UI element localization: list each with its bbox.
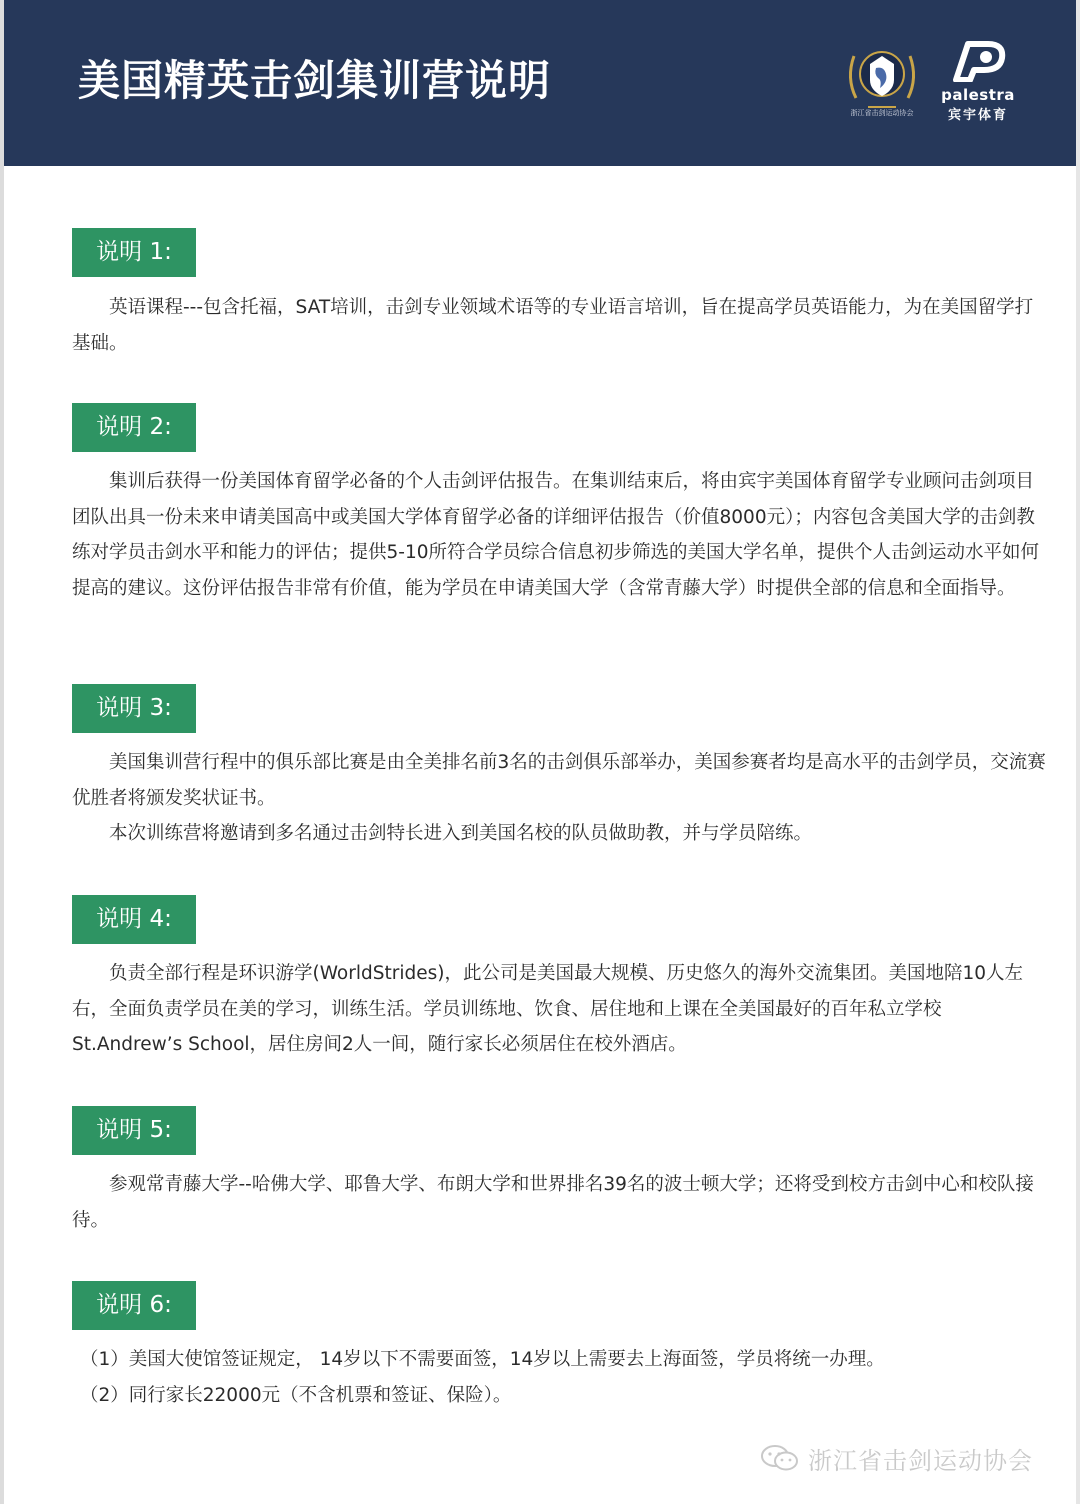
palestra-chinese-name: 宾宇体育 [947,108,1008,123]
paragraph: 美国集训营行程中的俱乐部比赛是由全美排名前3名的击剑俱乐部举办，美国参赛者均是高水平的击剑学员，交流赛优胜者将颁发奖状证书。 [72,752,1046,809]
paragraph: 英语课程---包含托福，SAT培训，击剑专业领域术语等的专业语言培训，旨在提高学员英语能力，为在美国留学打基础。 [72,297,1034,354]
wechat-watermark [760,1438,1033,1478]
paragraph: 本次训练营将邀请到多名通过击剑特长进入到美国名校的队员做助教，并与学员陪练。 [109,823,813,844]
palestra-logo [948,40,1008,82]
section-tag-4: 说明 4: [72,895,196,944]
watermark-text: 浙江省击剑运动协会 [808,1446,1033,1475]
section-body-1 [72,290,1047,361]
section-tag-6: 说明 6: [72,1281,196,1330]
section-tag-5: 说明 5: [72,1106,196,1155]
paragraph: 集训后获得一份美国体育留学必备的个人击剑评估报告。在集训结束后，将由宾宇美国体育留学专业顾问击剑项目团队出具一份未来申请美国高中或美国大学体育留学必备的详细评估报告（价值8000元）；内容包含美国大学的击剑教练对学员击剑水平和能力的评估；提供5-10所符合学员综合信息初步筛选的美国大学名单，提供个人击剑运动水平如何提高的建议。这份评估报告非常有价值，能为学员在申请美国大学（含常青藤大学）时提供全部的信息和全面指导。 [72,471,1039,599]
wechat-icon [760,1444,800,1472]
section-body-5 [72,1167,1047,1238]
section-body-6 [72,1342,1047,1413]
paragraph: 参观常青藤大学--哈佛大学、耶鲁大学、布朗大学和世界排名39名的波士顿大学；还将受到校方击剑中心和校队接待。 [72,1174,1034,1231]
paragraph: 负责全部行程是环识游学(WorldStrides)，此公司是美国最大规模、历史悠久的海外交流集团。美国地陪10人左右，全面负责学员在美的学习，训练生活。学员训练地、饮食、居住地和上课在全美国最好的百年私立学校St.Andrew’s School，居住房间2人一间，随行家长必须居住在校外酒店。 [72,963,1024,1055]
header-banner [4,0,1076,166]
section-body-2 [72,464,1047,606]
association-logo-caption: 浙江省击剑运动协会 [850,109,914,117]
list-item: （2）同行家长22000元（不含机票和签证、保险）。 [80,1384,512,1406]
section-tag-2: 说明 2: [72,403,196,452]
page-title: 美国精英击剑集训营说明 [78,56,552,105]
section-body-3 [72,745,1047,852]
section-tag-3: 说明 3: [72,684,196,733]
palestra-wordmark: palestra [941,86,1015,104]
section-tag-1: 说明 1: [72,228,196,277]
list-item: （1）美国大使馆签证规定， 14岁以下不需要面签，14岁以上需要去上海面签，学员将统一办理。 [80,1349,885,1370]
section-body-4 [72,956,1047,1063]
